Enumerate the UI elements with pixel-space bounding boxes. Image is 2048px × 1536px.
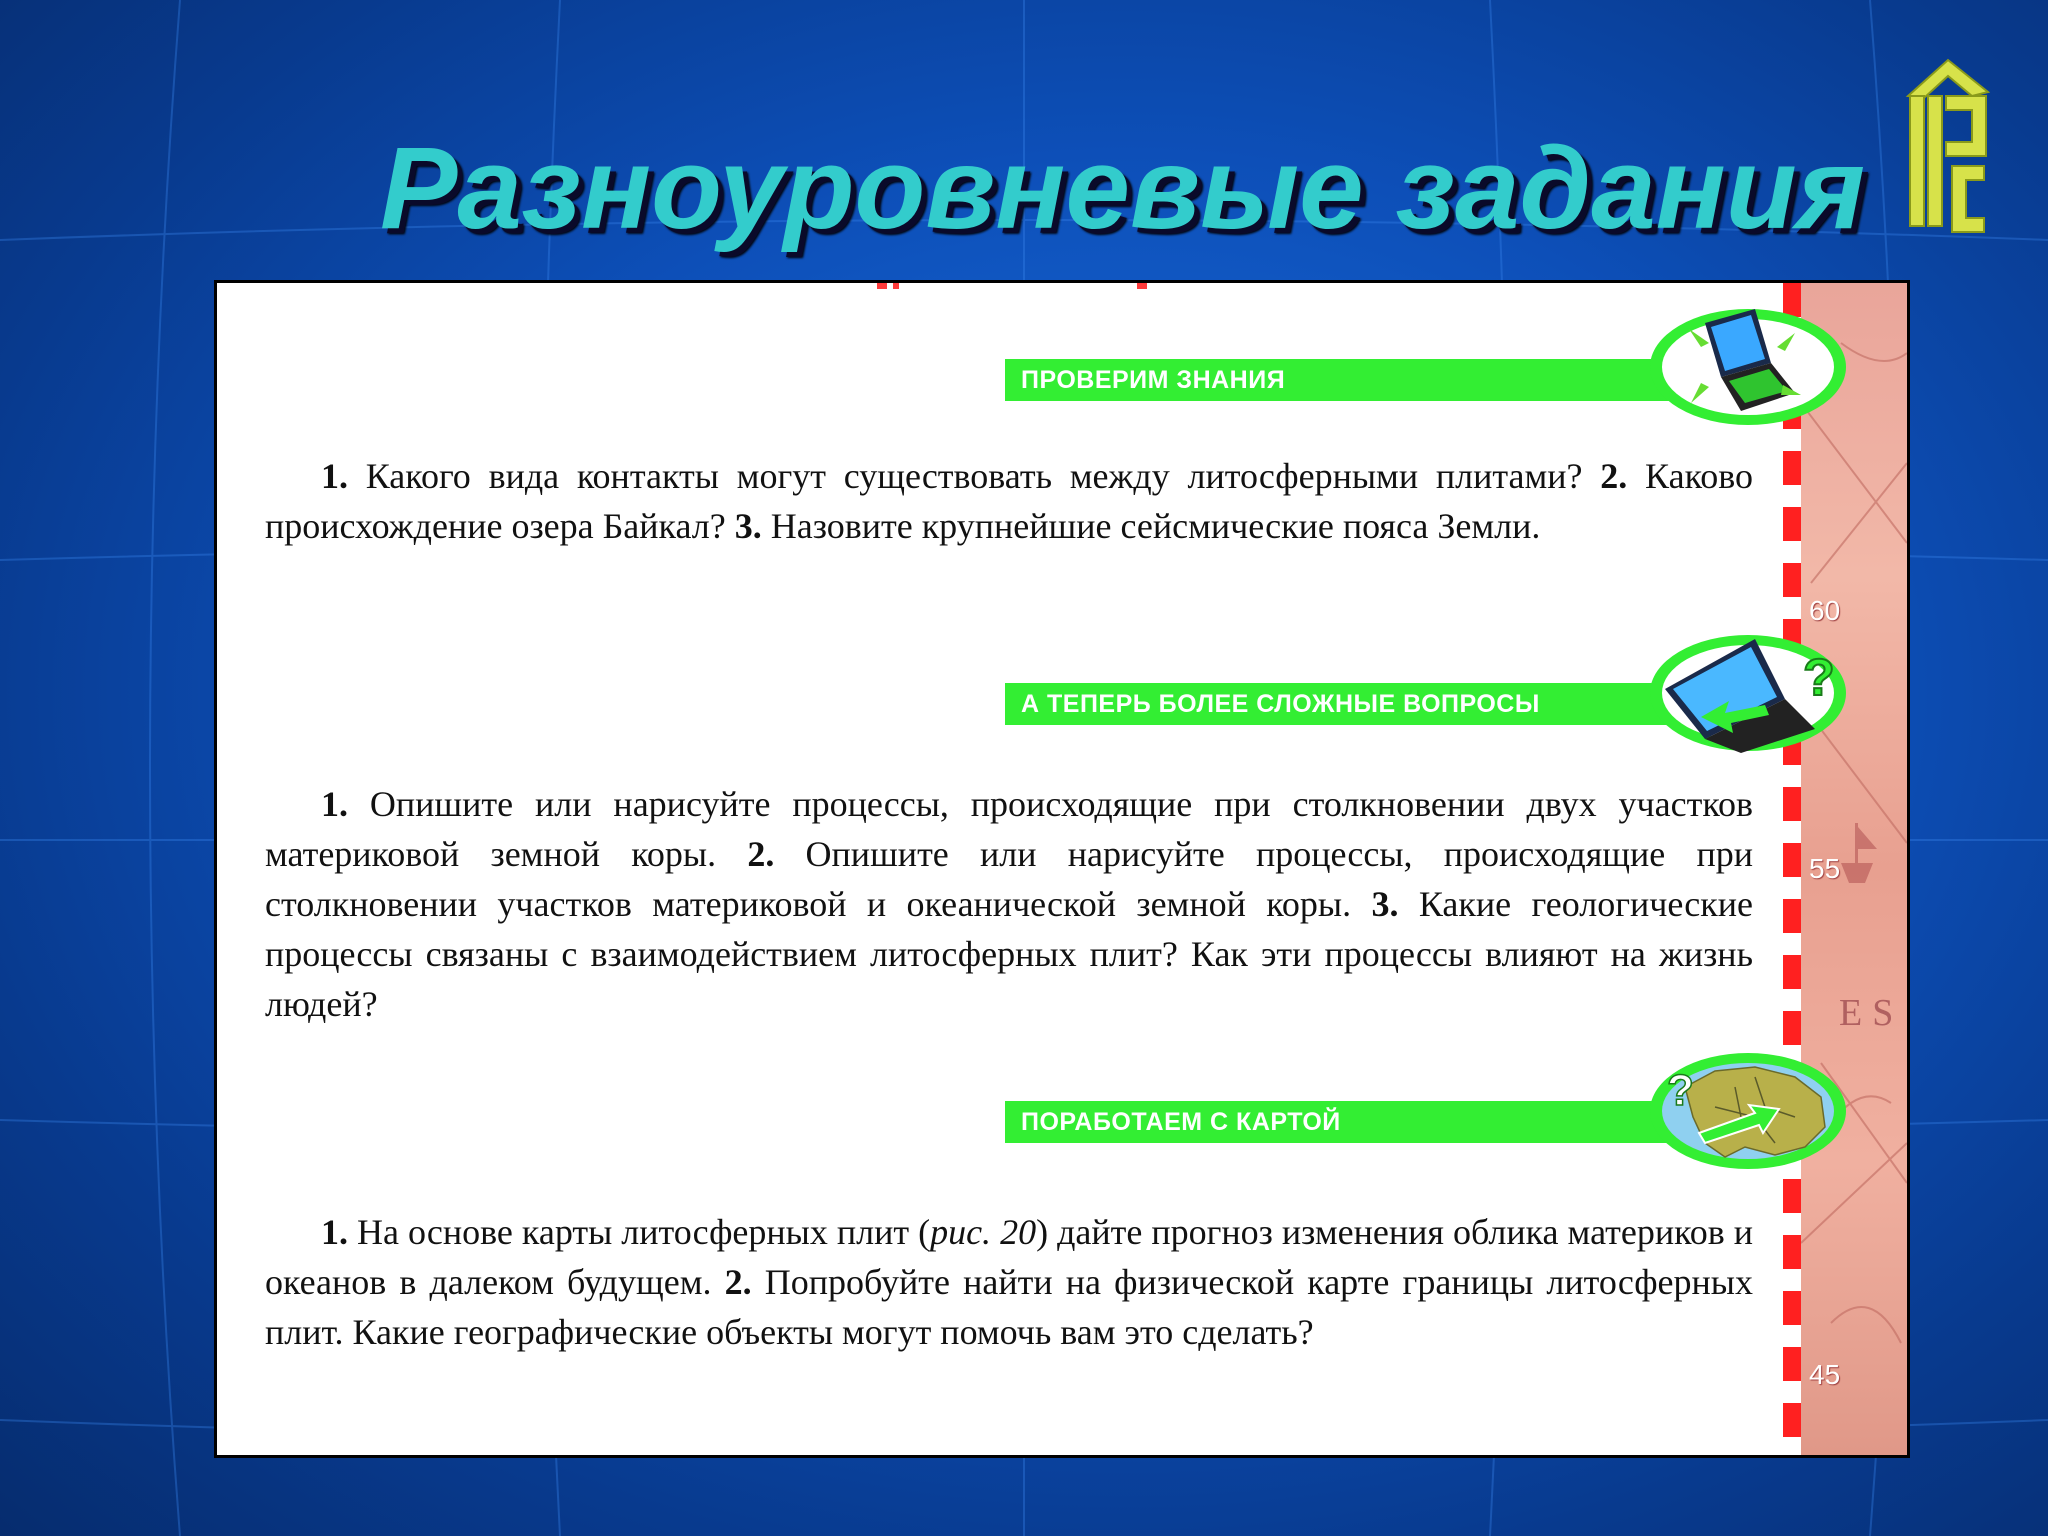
textbook-page xyxy=(214,280,1910,1458)
section-heading-harder-questions: А ТЕПЕРЬ БОЛЕЕ СЛОЖНЫЕ ВОПРОСЫ xyxy=(1005,683,1825,725)
map-latitude-label: 60 xyxy=(1809,595,1841,626)
section-heading-check-knowledge: ПРОВЕРИМ ЗНАНИЯ xyxy=(1005,359,1825,401)
figure-reference: рис. 20 xyxy=(930,1212,1037,1252)
slide-title: Разноуровневые задания xyxy=(380,123,1866,253)
svg-text:?: ? xyxy=(1803,649,1835,707)
laptop-question-icon xyxy=(1645,629,1851,757)
section-questions-check-knowledge: 1. Какого вида контакты могут существовать между литосферными плитами? 2. Каково происхождение озера Байкал? 3. Назовите крупнейшие сейсмические пояса Земли. xyxy=(265,456,1753,546)
section-heading-map-work: ПОРАБОТАЕМ С КАРТОЙ xyxy=(1005,1101,1825,1143)
section-questions-harder: 1. Опишите или нарисуйте процессы, происходящие при столкновении двух участков материковой земной коры. 2. Опишите или нарисуйте процессы, происходящие при столкновении участков материковой и океанической земной коры. 3. Какие геологические процессы связаны с взаимодействием литосферных плит? Как эти процессы влияют на жизнь людей? xyxy=(265,784,1753,1024)
rc-monogram-logo-icon xyxy=(1888,56,1998,240)
map-latitude-label: 55 xyxy=(1809,853,1841,884)
section-questions-map-work: 1. На основе карты литосферных плит (рис. 20) дайте прогноз изменения облика материков и океанов в далеком будущем. 2. Попробуйте найти на физической карте границы литосферных плит. Какие географические объекты могут помочь вам это сделать? xyxy=(265,1212,1754,1352)
europe-map-question-icon xyxy=(1645,1047,1851,1175)
map-latitude-label: 45 xyxy=(1809,1359,1841,1390)
map-margin-dashes xyxy=(1783,283,1801,1455)
page-top-fragment xyxy=(717,283,1217,289)
laptop-arrows-icon xyxy=(1645,303,1851,431)
svg-text:?: ? xyxy=(1667,1066,1694,1115)
map-label: ES xyxy=(1839,992,1904,1034)
